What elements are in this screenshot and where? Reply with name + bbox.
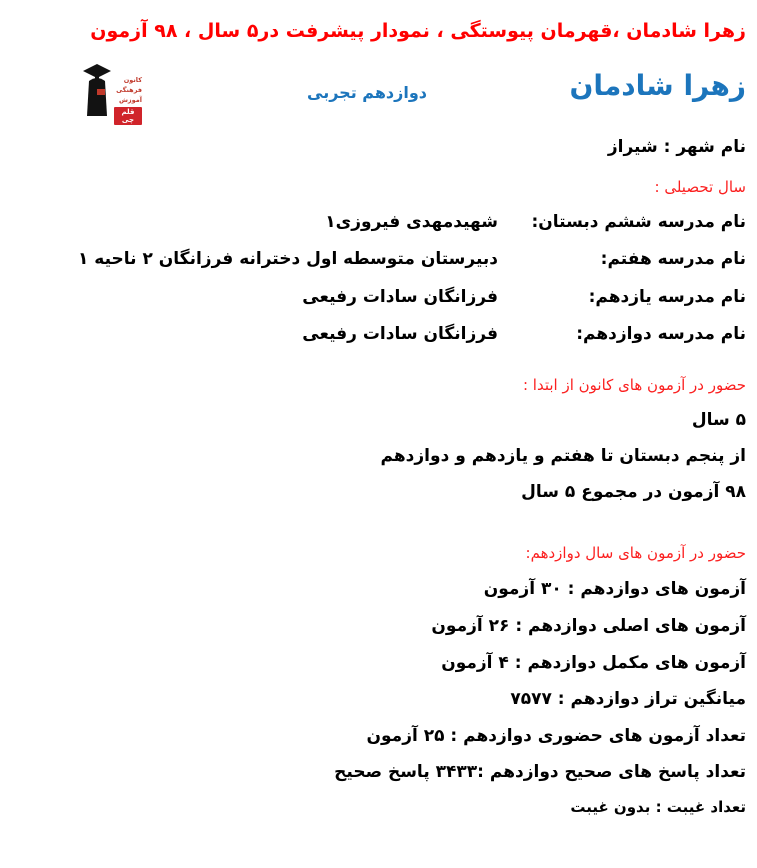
student-grade: دوازدهم تجربی: [307, 83, 427, 102]
school-row-value: فرزانگان سادات رفیعی: [302, 324, 498, 344]
attendance-overall-line: از پنجم دبستان تا هفتم و یازدهم و دوازدهم: [380, 446, 746, 466]
school-row-value: شهیدمهدی فیروزی۱: [325, 212, 498, 232]
attendance-overall-heading: حضور در آزمون های کانون از ابتدا :: [522, 376, 746, 394]
academic-year-label: سال تحصیلی :: [654, 178, 746, 196]
school-row-label: نام مدرسه هفتم:: [600, 249, 746, 269]
logo-text-line: کانون: [123, 76, 142, 84]
school-row-value: دبیرستان متوسطه اول دخترانه فرزانگان ۲ ناحیه ۱: [77, 249, 498, 269]
logo-text-line: فرهنگی: [116, 85, 142, 94]
city-line: نام شهر : شیراز: [607, 137, 746, 157]
school-row-value: فرزانگان سادات رفیعی: [302, 287, 498, 307]
logo-text-block: [114, 62, 142, 124]
school-row-label: نام مدرسه ششم دبستان:: [531, 212, 746, 232]
kanoon-ghalamchi-logo: [82, 62, 142, 124]
logo-text-line: آموزش: [118, 95, 142, 104]
school-row-label: نام مدرسه یازدهم:: [588, 287, 746, 307]
attendance-grade12-line: تعداد پاسخ های صحیح دوازدهم :۳۴۳۳ پاسخ صحیح: [334, 762, 746, 782]
attendance-grade12-line: آزمون های اصلی دوازدهم : ۲۶ آزمون: [431, 616, 746, 636]
attendance-grade12-heading: حضور در آزمون های سال دوازدهم:: [525, 544, 746, 562]
attendance-overall-line: ۵ سال: [691, 410, 746, 430]
student-name: زهرا شادمان: [569, 69, 746, 102]
attendance-grade12-line: آزمون های دوازدهم : ۳۰ آزمون: [483, 579, 746, 599]
logo-badge: قلم چی: [114, 107, 142, 125]
attendance-grade12-line: تعداد آزمون های حضوری دوازدهم : ۲۵ آزمون: [366, 726, 746, 746]
school-row-label: نام مدرسه دوازدهم:: [576, 324, 746, 344]
attendance-overall-line: ۹۸ آزمون در مجموع ۵ سال: [521, 482, 746, 502]
attendance-grade12-line: آزمون های مکمل دوازدهم : ۴ آزمون: [441, 653, 746, 673]
report-title: زهرا شادمان ،قهرمان پیوستگی ، نمودار پیشرفت در۵ سال ، ۹۸ آزمون: [90, 20, 746, 42]
attendance-grade12-line: میانگین تراز دوازدهم : ۷۵۷۷: [510, 689, 746, 709]
attendance-grade12-line: تعداد غیبت : بدون غیبت: [570, 798, 746, 816]
graduate-figure-icon: [82, 62, 112, 120]
